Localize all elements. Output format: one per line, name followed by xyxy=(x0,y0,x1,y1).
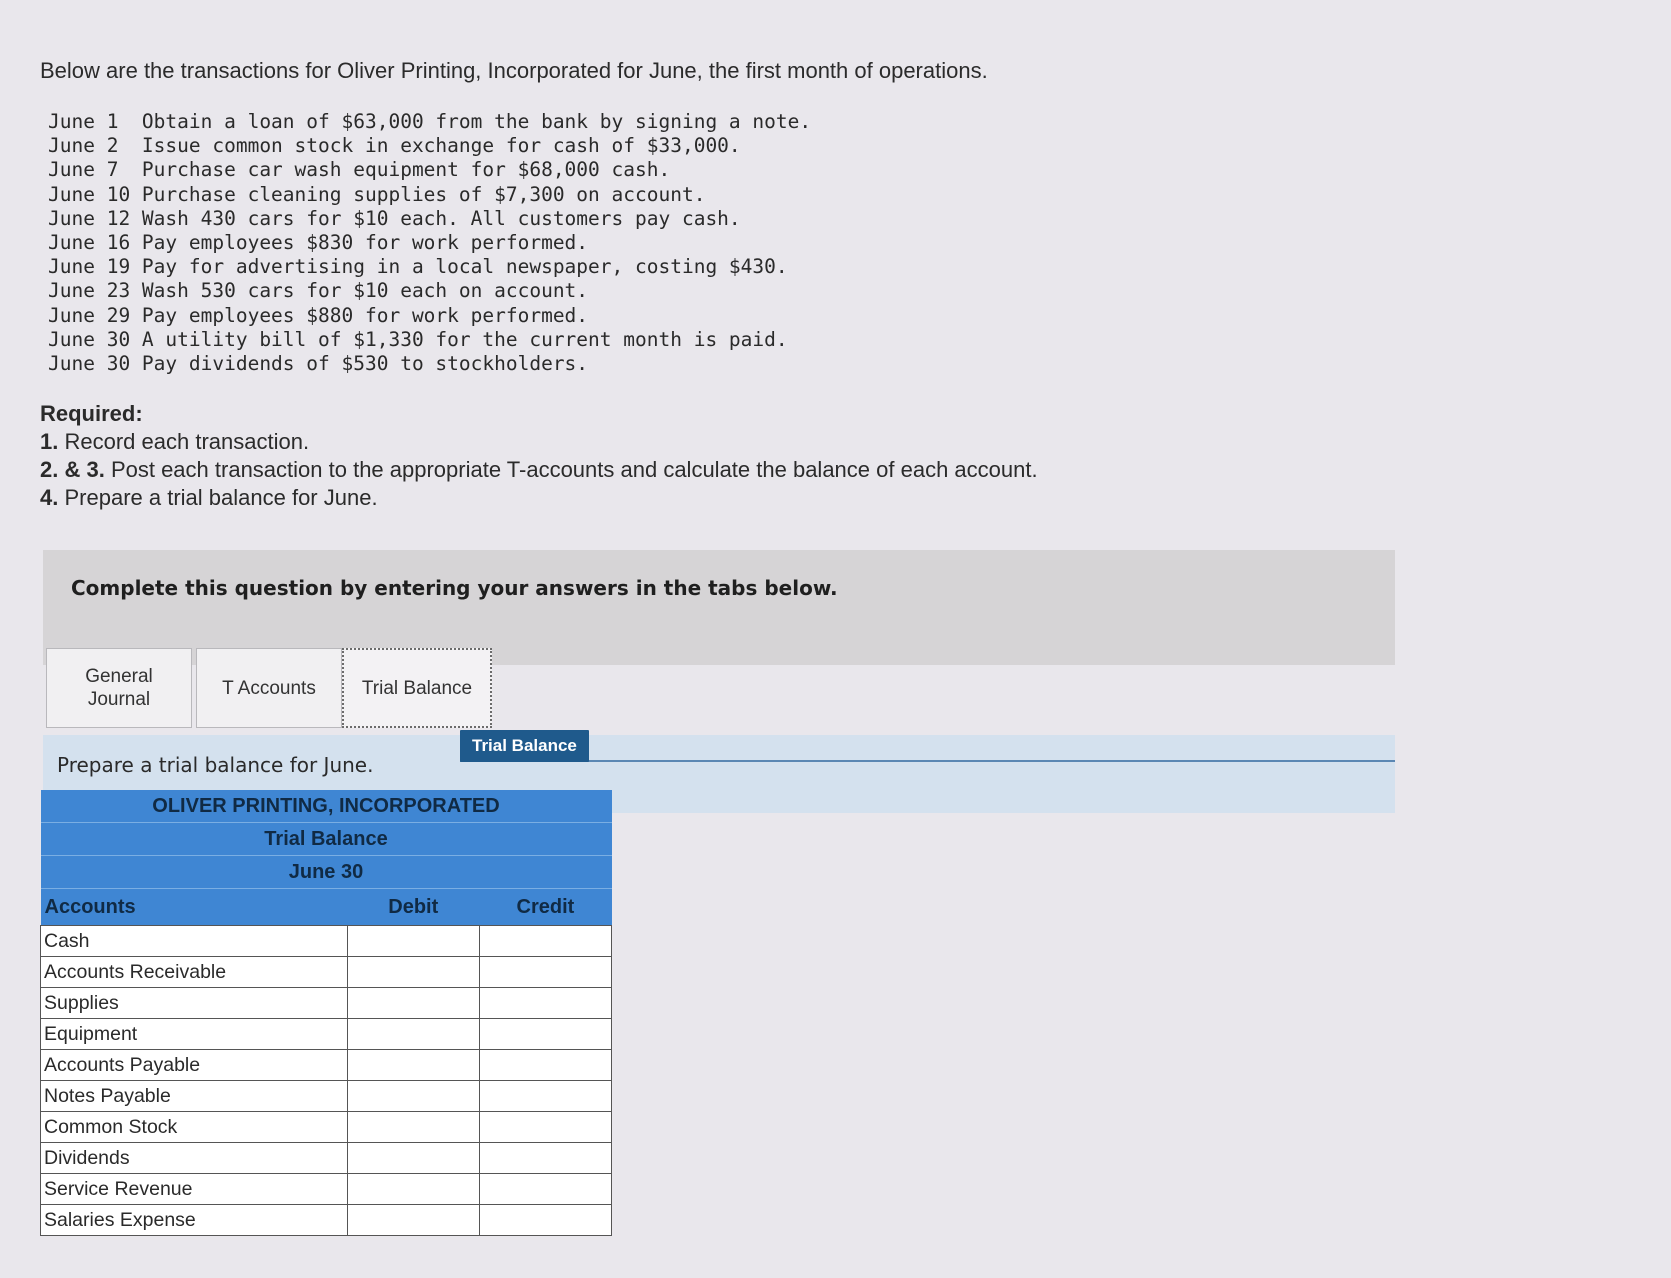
credit-input[interactable] xyxy=(480,1051,611,1079)
tab-trial-balance[interactable]: Trial Balance xyxy=(342,648,492,728)
accounts-header: Accounts xyxy=(41,889,348,926)
required-item: 2. & 3. Post each transaction to the appropriate T-accounts and calculate the balance of each account. xyxy=(40,457,1038,482)
account-name: Common Stock xyxy=(41,1112,348,1143)
credit-input[interactable] xyxy=(480,1082,611,1110)
account-name: Supplies xyxy=(41,988,348,1019)
transaction-item: June 23 Wash 530 cars for $10 each on account. xyxy=(48,279,589,303)
credit-input[interactable] xyxy=(480,958,611,986)
trial-balance-table xyxy=(40,790,612,1236)
account-name: Cash xyxy=(41,926,348,957)
required-item: 4. Prepare a trial balance for June. xyxy=(40,485,378,510)
intro-text: Below are the transactions for Oliver Printing, Incorporated for June, the first month of operations. xyxy=(40,58,988,83)
transaction-item: June 1 Obtain a loan of $63,000 from the bank by signing a note. xyxy=(48,110,812,133)
credit-input[interactable] xyxy=(480,1020,611,1048)
transaction-list xyxy=(48,110,811,376)
table-row xyxy=(41,1112,612,1143)
panel-divider xyxy=(460,760,1395,762)
statement-title: Trial Balance xyxy=(41,823,612,856)
account-name: Equipment xyxy=(41,1019,348,1050)
debit-input[interactable] xyxy=(348,927,479,955)
table-row xyxy=(41,988,612,1019)
table-row xyxy=(41,926,612,957)
credit-input[interactable] xyxy=(480,1113,611,1141)
debit-input[interactable] xyxy=(348,1175,479,1203)
debit-input[interactable] xyxy=(348,958,479,986)
credit-header: Credit xyxy=(479,889,611,926)
credit-input[interactable] xyxy=(480,1206,611,1234)
account-name: Dividends xyxy=(41,1143,348,1174)
debit-input[interactable] xyxy=(348,1051,479,1079)
company-name: OLIVER PRINTING, INCORPORATED xyxy=(41,790,612,823)
account-name: Salaries Expense xyxy=(41,1205,348,1236)
transaction-item: June 19 Pay for advertising in a local newspaper, costing $430. xyxy=(48,255,788,279)
debit-input[interactable] xyxy=(348,989,479,1017)
transaction-item: June 7 Purchase car wash equipment for $68,000 cash. xyxy=(48,158,671,182)
transaction-item: June 2 Issue common stock in exchange for cash of $33,000. xyxy=(48,134,741,158)
transaction-item: June 30 A utility bill of $1,330 for the current month is paid. xyxy=(48,327,788,351)
tab-t-accounts[interactable]: T Accounts xyxy=(196,648,342,728)
debit-input[interactable] xyxy=(348,1020,479,1048)
required-section xyxy=(40,400,1038,512)
account-name: Accounts Payable xyxy=(41,1050,348,1081)
account-name: Accounts Receivable xyxy=(41,957,348,988)
credit-input[interactable] xyxy=(480,989,611,1017)
table-row xyxy=(41,1019,612,1050)
statement-date: June 30 xyxy=(41,856,612,889)
required-item: 1. Record each transaction. xyxy=(40,429,310,454)
debit-input[interactable] xyxy=(348,1144,479,1172)
trial-balance-button[interactable]: Trial Balance xyxy=(460,730,589,762)
debit-input[interactable] xyxy=(348,1082,479,1110)
account-name: Service Revenue xyxy=(41,1174,348,1205)
debit-input[interactable] xyxy=(348,1113,479,1141)
table-row xyxy=(41,1081,612,1112)
account-name: Notes Payable xyxy=(41,1081,348,1112)
debit-header: Debit xyxy=(347,889,479,926)
table-row xyxy=(41,1174,612,1205)
transaction-item: June 30 Pay dividends of $530 to stockholders. xyxy=(48,352,589,376)
table-row xyxy=(41,957,612,988)
table-row xyxy=(41,1050,612,1081)
panel-prompt: Prepare a trial balance for June. xyxy=(57,753,374,777)
credit-input[interactable] xyxy=(480,1144,611,1172)
credit-input[interactable] xyxy=(480,927,611,955)
table-row xyxy=(41,1205,612,1236)
instructions-text: Complete this question by entering your answers in the tabs below. xyxy=(71,576,838,600)
table-row xyxy=(41,1143,612,1174)
transaction-item: June 29 Pay employees $880 for work performed. xyxy=(48,303,589,327)
tab-general-journal[interactable]: General Journal xyxy=(46,648,192,728)
transaction-item: June 10 Purchase cleaning supplies of $7,300 on account. xyxy=(48,182,706,206)
required-heading: Required: xyxy=(40,401,143,426)
credit-input[interactable] xyxy=(480,1175,611,1203)
debit-input[interactable] xyxy=(348,1206,479,1234)
transaction-item: June 16 Pay employees $830 for work performed. xyxy=(48,231,589,255)
transaction-item: June 12 Wash 430 cars for $10 each. All customers pay cash. xyxy=(48,206,741,230)
